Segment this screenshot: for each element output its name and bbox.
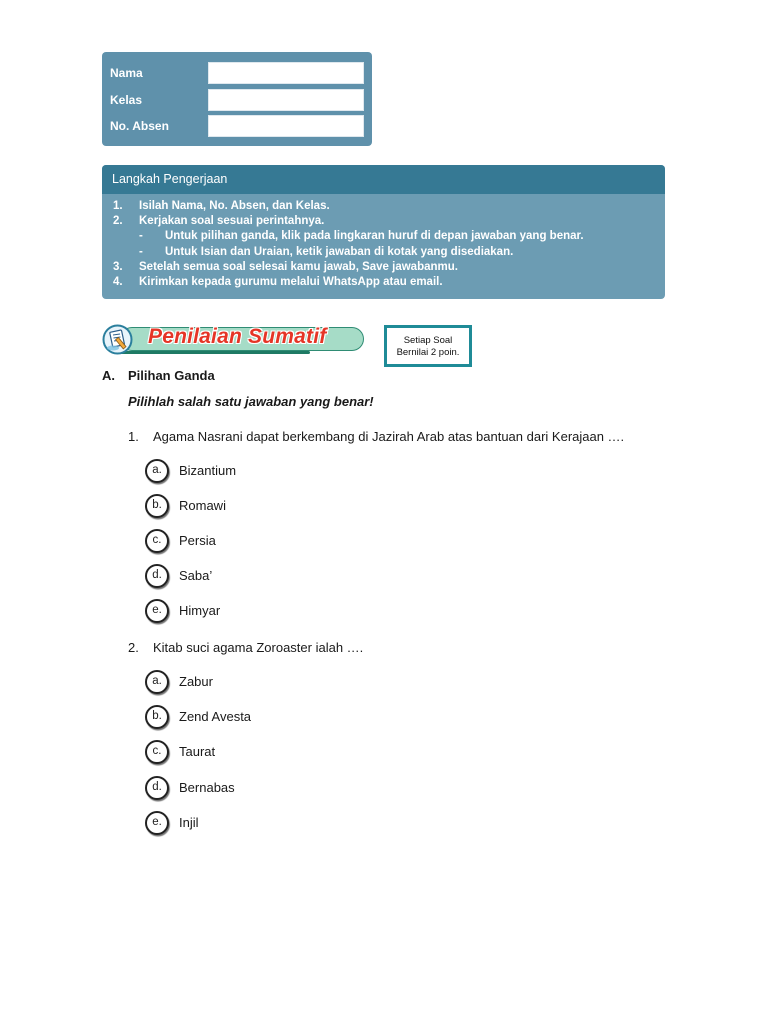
score-note-line2: Bernilai 2 poin.	[396, 347, 460, 358]
step-item	[113, 214, 665, 229]
identity-row-name	[102, 62, 372, 84]
option-circle[interactable]: c.	[145, 740, 169, 764]
step-number: 2.	[113, 215, 123, 228]
steps-list	[102, 194, 665, 290]
name-field[interactable]	[208, 62, 364, 84]
banner-underline	[120, 351, 310, 354]
question-number: 2.	[128, 640, 139, 655]
step-subitem	[113, 229, 665, 244]
class-label: Kelas	[110, 93, 143, 107]
option-circle[interactable]: a.	[145, 459, 169, 483]
answer-option-1e[interactable]	[145, 599, 345, 623]
answer-option-1c[interactable]	[145, 529, 345, 553]
work-steps-box	[102, 165, 665, 299]
option-text: Zabur	[179, 674, 213, 689]
score-note-line1: Setiap Soal	[403, 335, 453, 346]
question-text: Agama Nasrani dapat berkembang di Jazirah Arab atas bantuan dari Kerajaan ….	[153, 429, 625, 444]
section-title: Pilihan Ganda	[128, 368, 215, 383]
answer-option-1d[interactable]	[145, 564, 345, 588]
option-text: Taurat	[179, 744, 216, 759]
step-item	[113, 275, 665, 290]
identity-row-absen	[102, 115, 372, 137]
option-text: Bernabas	[179, 780, 235, 795]
answer-option-2b[interactable]	[145, 705, 345, 729]
option-text: Persia	[179, 533, 216, 548]
step-text: Kerjakan soal sesuai perintahnya.	[139, 215, 325, 228]
option-text: Saba’	[179, 568, 213, 583]
identity-row-class	[102, 89, 372, 111]
answer-option-2c[interactable]	[145, 740, 345, 764]
step-text: Isilah Nama, No. Absen, dan Kelas.	[139, 200, 330, 212]
option-circle[interactable]: e.	[145, 811, 169, 835]
option-text: Romawi	[179, 498, 226, 513]
option-circle[interactable]: a.	[145, 670, 169, 694]
option-circle[interactable]: b.	[145, 705, 169, 729]
steps-title: Langkah Pengerjaan	[102, 165, 665, 194]
section-instruction: Pilihlah salah satu jawaban yang benar!	[128, 394, 374, 409]
question-text: Kitab suci agama Zoroaster ialah ….	[153, 640, 364, 655]
step-bullet: -	[139, 245, 143, 258]
option-circle[interactable]: c.	[145, 529, 169, 553]
student-identity-box	[102, 52, 372, 146]
absen-label: No. Absen	[110, 119, 169, 133]
step-text: Setelah semua soal selesai kamu jawab, Save jawabanmu.	[139, 260, 458, 273]
step-item	[113, 199, 665, 214]
step-text: Kirimkan kepada gurumu melalui WhatsApp atau email.	[139, 275, 443, 288]
step-bullet: -	[139, 230, 143, 243]
option-text: Injil	[179, 815, 199, 830]
option-text: Zend Avesta	[179, 709, 252, 724]
answer-option-1a[interactable]	[145, 459, 345, 483]
answer-option-2e[interactable]	[145, 811, 345, 835]
option-text: Himyar	[179, 603, 221, 618]
option-circle[interactable]: e.	[145, 599, 169, 623]
absen-field[interactable]	[208, 115, 364, 137]
name-label: Nama	[110, 66, 143, 80]
option-text: Bizantium	[179, 463, 237, 478]
answer-option-2a[interactable]	[145, 670, 345, 694]
section-letter: A.	[102, 368, 115, 383]
step-number: 1.	[113, 200, 123, 212]
score-note-box	[384, 325, 472, 367]
option-circle[interactable]: b.	[145, 494, 169, 518]
answer-option-2d[interactable]	[145, 776, 345, 800]
option-circle[interactable]: d.	[145, 776, 169, 800]
step-text: Untuk pilihan ganda, klik pada lingkaran huruf di depan jawaban yang benar.	[165, 230, 584, 243]
step-item	[113, 260, 665, 275]
test-paper-pencil-icon	[102, 324, 134, 355]
step-text: Untuk Isian dan Uraian, ketik jawaban di kotak yang disediakan.	[165, 245, 514, 258]
class-field[interactable]	[208, 89, 364, 111]
penilaian-sumatif-banner	[102, 324, 364, 355]
question-number: 1.	[128, 429, 139, 444]
option-circle[interactable]: d.	[145, 564, 169, 588]
step-subitem	[113, 245, 665, 260]
step-number: 3.	[113, 260, 123, 273]
answer-option-1b[interactable]	[145, 494, 345, 518]
banner-title: Penilaian Sumatif	[148, 325, 327, 348]
step-number: 4.	[113, 275, 123, 288]
